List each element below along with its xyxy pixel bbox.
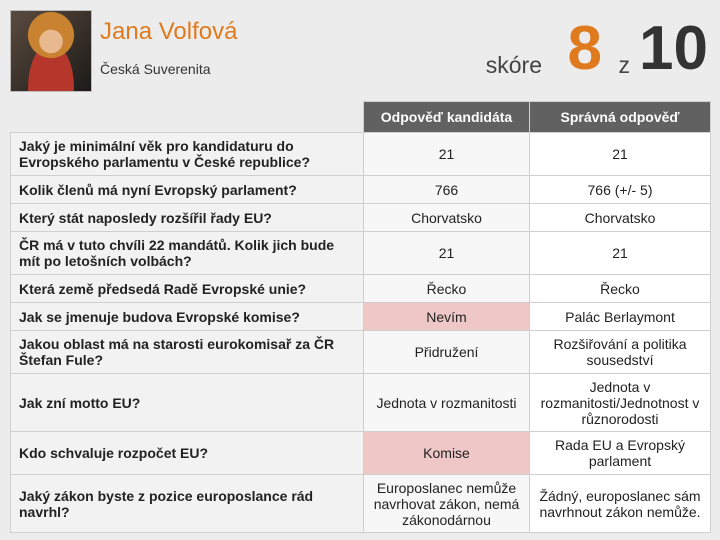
table-row xyxy=(11,275,711,303)
table-row xyxy=(11,232,711,275)
table-row xyxy=(11,133,711,176)
correct-answer-cell: Žádný, europoslanec sám navrhnout zákon nemůže. xyxy=(530,475,711,533)
correct-answer-cell: Rada EU a Evropský parlament xyxy=(530,432,711,475)
table-row xyxy=(11,303,711,331)
question-cell: Jakou oblast má na starosti eurokomisař za ČR Štefan Fule? xyxy=(11,331,364,374)
candidate-photo xyxy=(10,10,92,92)
candidate-answer-cell: Jednota v rozmanitosti xyxy=(364,374,530,432)
candidate-answer-cell: Přidružení xyxy=(364,331,530,374)
candidate-answer-cell: Europoslanec nemůže navrhovat zákon, nemá zákonodárnou xyxy=(364,475,530,533)
correct-answer-cell: Rozšiřování a politika sousedství xyxy=(530,331,711,374)
table-row xyxy=(11,374,711,432)
table-header-row xyxy=(11,102,711,133)
quiz-table xyxy=(10,101,711,533)
question-cell: Jaký je minimální věk pro kandidaturu do Evropského parlamentu v České republice? xyxy=(11,133,364,176)
header-blank xyxy=(11,102,364,133)
table-row xyxy=(11,475,711,533)
candidate-answer-cell-wrong: Nevím xyxy=(364,303,530,331)
question-cell: Kolik členů má nyní Evropský parlament? xyxy=(11,176,364,204)
table-row xyxy=(11,204,711,232)
score-value: 8 xyxy=(567,14,602,83)
candidate-answer-cell: Chorvatsko xyxy=(364,204,530,232)
correct-answer-cell: 766 (+/- 5) xyxy=(530,176,711,204)
table-row xyxy=(11,176,711,204)
question-cell: Kdo schvaluje rozpočet EU? xyxy=(11,432,364,475)
correct-answer-cell: Chorvatsko xyxy=(530,204,711,232)
header-candidate-answer: Odpověď kandidáta xyxy=(364,102,530,133)
candidate-answer-cell: 766 xyxy=(364,176,530,204)
correct-answer-cell: 21 xyxy=(530,232,711,275)
candidate-answer-cell-wrong: Komise xyxy=(364,432,530,475)
question-cell: Jak se jmenuje budova Evropské komise? xyxy=(11,303,364,331)
question-cell: Jaký zákon byste z pozice europoslance rád navrhl? xyxy=(11,475,364,533)
table-row xyxy=(11,432,711,475)
score-max: 10 xyxy=(639,14,708,83)
candidate-header xyxy=(0,0,720,100)
score-of: z xyxy=(618,52,630,78)
candidate-name: Jana Volfová xyxy=(100,18,238,45)
question-cell: Která země předsedá Radě Evropské unie? xyxy=(11,275,364,303)
correct-answer-cell: Řecko xyxy=(530,275,711,303)
question-cell: ČR má v tuto chvíli 22 mandátů. Kolik jich bude mít po letošních volbách? xyxy=(11,232,364,275)
candidate-answer-cell: 21 xyxy=(364,232,530,275)
question-cell: Který stát naposledy rozšířil řady EU? xyxy=(11,204,364,232)
score-label: skóre xyxy=(485,52,542,78)
correct-answer-cell: Palác Berlaymont xyxy=(530,303,711,331)
candidate-answer-cell: Řecko xyxy=(364,275,530,303)
correct-answer-cell: 21 xyxy=(530,133,711,176)
correct-answer-cell: Jednota v rozmanitosti/Jednotnost v různorodosti xyxy=(530,374,711,432)
candidate-answer-cell: 21 xyxy=(364,133,530,176)
header-correct-answer: Správná odpověď xyxy=(530,102,711,133)
question-cell: Jak zní motto EU? xyxy=(11,374,364,432)
candidate-party: Česká Suverenita xyxy=(100,61,211,77)
table-row xyxy=(11,331,711,374)
